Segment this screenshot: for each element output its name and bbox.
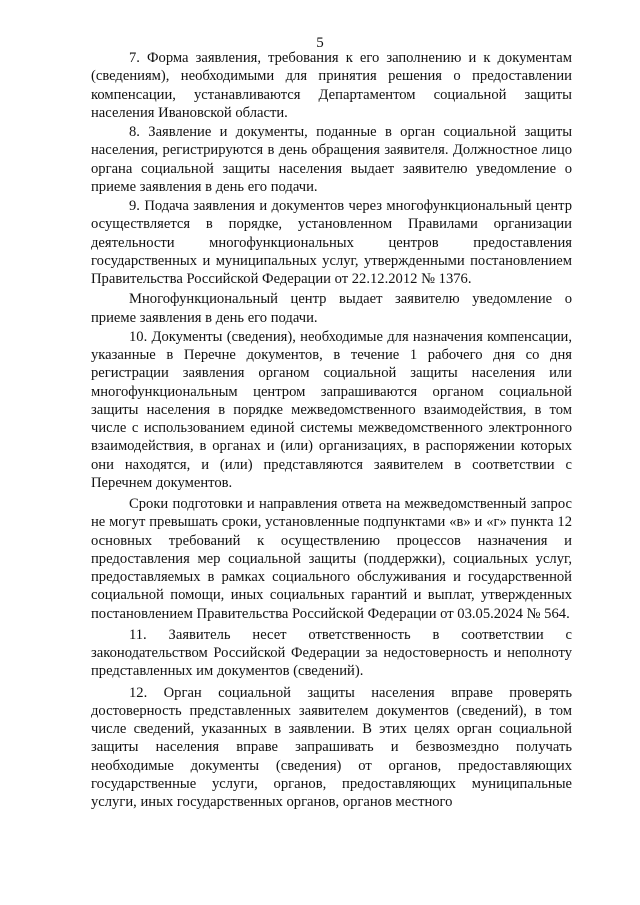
paragraph-10-continued: Сроки подготовки и направления ответа на межведомственный запрос не могут превышать сроки, установленные подпунктами «в» и «г» пункта 12 основных требований к осуществлению процессов назначения и предоставления мер социальной защиты (поддержки), социальных услуг, предоставляемых в рамках социального обслуживания и государственной социальной помощи, иных социальных гарантий и выплат, утвержденных постановлением Правительства Российской Федерации от 03.05.2024 № 564. — [91, 496, 572, 622]
paragraph-8: 8. Заявление и документы, поданные в орган социальной защиты населения, регистрируются в день обращения заявителя. Должностное лицо органа социальной защиты населения выдает заявителю уведомление о приеме заявления в день его подачи. — [91, 124, 572, 195]
paragraph-12: 12. Орган социальной защиты населения вправе проверять достоверность представленных заявителем документов (сведений), в том числе сведений, указанных в заявлении. В этих целях орган социальной защиты населения вправе запрашивать и безвозмездно получать необходимые документы (сведения) от органов, предоставляющих государственные услуги, органов, предоставляющих муниципальные услуги, иных государственных органов, органов местного — [91, 684, 572, 810]
paragraph-9: 9. Подача заявления и документов через многофункциональный центр осуществляется в порядке, установленном Правилами организации деятельности многофункциональных центров предоставления государственных и муниципальных услуг, утвержденными постановлением Правительства Российской Федерации от 22.12.2012 № 1376. — [91, 198, 572, 287]
paragraph-10: 10. Документы (сведения), необходимые для назначения компенсации, указанные в Перечне документов, в течение 1 рабочего дня со дня регистрации заявления органом социальной защиты населения или многофункциональным центром запрашиваются органом социальной защиты населения в порядке межведомственного взаимодействия, в том числе с использованием единой системы межведомственного электронного взаимодействия, в органах и (или) организациях, в распоряжении которых они находятся, и (или) представляются заявителем в соответствии с Перечнем документов. — [91, 328, 572, 491]
page-number: 5 — [316, 35, 324, 51]
paragraph-9-continued: Многофункциональный центр выдает заявителю уведомление о приеме заявления в день его подачи. — [91, 291, 572, 326]
paragraph-11: 11. Заявитель несет ответственность в соответствии с законодательством Российской Федерации за недостоверность и неполноту представленных им документов (сведений). — [91, 626, 572, 680]
paragraph-7: 7. Форма заявления, требования к его заполнению и к документам (сведениям), необходимыми для принятия решения о предоставлении компенсации, устанавливаются Департаментом социальной защиты населения Ивановской области. — [91, 50, 572, 121]
document-body — [91, 49, 572, 811]
